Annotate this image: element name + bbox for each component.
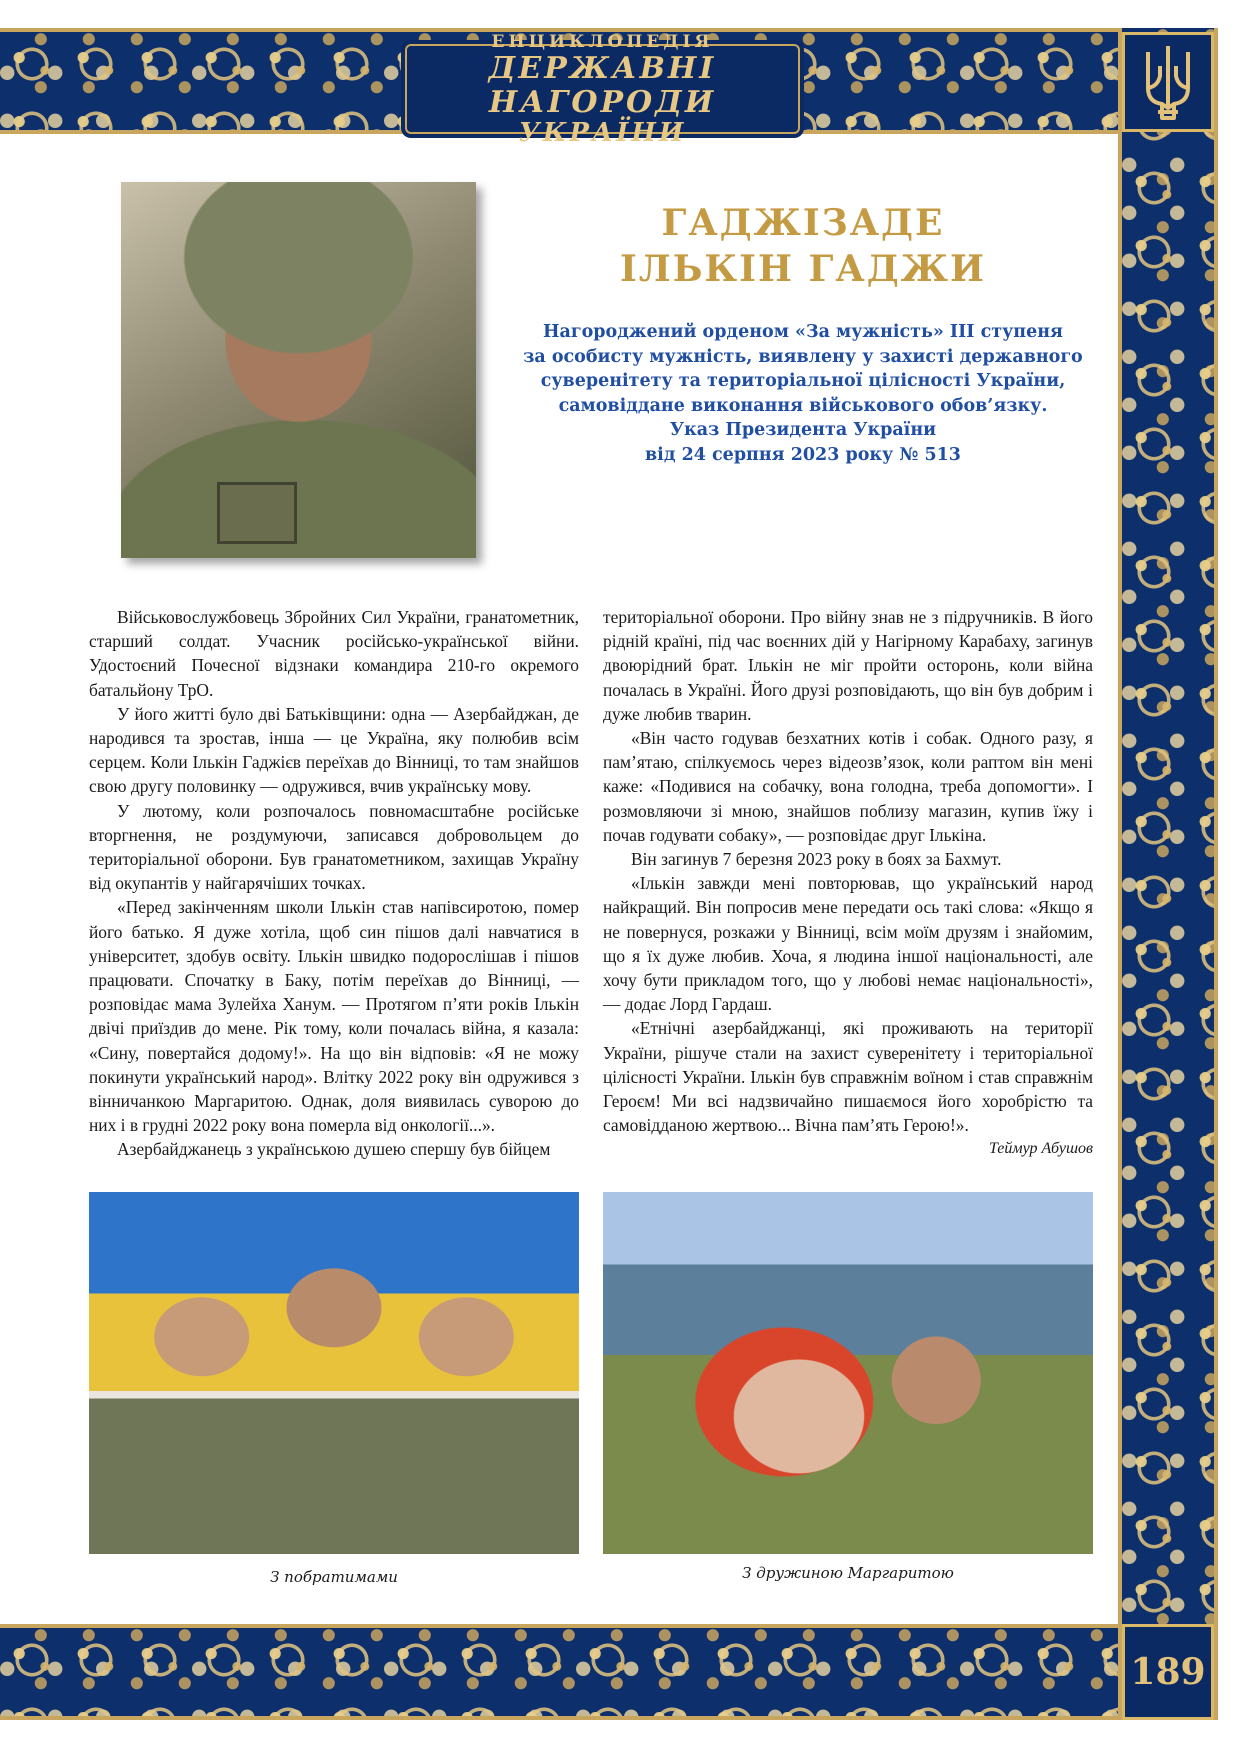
article-column-right bbox=[603, 605, 1093, 1162]
page-number: 189 bbox=[1122, 1624, 1214, 1720]
award-decree: Указ Президента України bbox=[669, 420, 937, 440]
title-surname: ГАДЖІЗАДЕ bbox=[661, 202, 945, 244]
title-name: ІЛЬКІН ГАДЖИ bbox=[620, 248, 986, 290]
article-column-left bbox=[89, 605, 579, 1162]
right-ornament-band bbox=[1118, 28, 1218, 1720]
award-statement bbox=[520, 320, 1086, 467]
page-title bbox=[540, 200, 1066, 292]
uniform-patch bbox=[217, 482, 297, 544]
award-line: самовіддане виконання військового обов’язку. bbox=[558, 395, 1048, 416]
award-line: Нагороджений орденом «За мужність» ІІІ ступеня bbox=[543, 322, 1063, 342]
header-line1: ДЕРЖАВНІ НАГОРОДИ bbox=[488, 51, 717, 120]
paragraph: У лютому, коли розпочалось повномасштабне російське вторгнення, не роздумуючи, записався добровольцем до територіальної оборони. Був гранатометником, захищав Україну від окупантів у найгарячіших точках. bbox=[89, 800, 579, 894]
header-encyclopedia: ЕНЦИКЛОПЕДІЯ bbox=[491, 32, 714, 52]
photo-with-comrades bbox=[89, 1192, 579, 1554]
photo-with-wife bbox=[603, 1192, 1093, 1554]
trident-icon bbox=[1140, 42, 1196, 122]
portrait-photo bbox=[121, 182, 476, 558]
encyclopedia-header bbox=[405, 32, 800, 148]
paragraph: «Ількін завжди мені повторював, що український народ найкращий. Він попросив мене передати ось такі слова: «Якщо я не повернуся, розкажи у Вінниці, всім моїм друзям і знайомим, що я їх дуже любив. Хоча, я людина іншої національності, але хочу бути прикладом того, що у любові немає національності», — додає Лорд Гардаш. bbox=[603, 873, 1093, 1015]
paragraph: «Він часто годував безхатних котів і собак. Одного разу, я пам’ятаю, спілкуємось через відеозв’язок, коли раптом він мені каже: «Подивися на собачку, вона голодна, треба допомогти». І розмовляючи зі мною, знайшов поблизу магазин, купив їжу і почав годувати собаку», — розповідає друг Ількіна. bbox=[603, 728, 1093, 845]
paragraph: Він загинув 7 березня 2023 року в боях за Бахмут. bbox=[631, 849, 1002, 870]
paragraph: Азербайджанець з українською душею спершу був бійцем bbox=[117, 1139, 551, 1160]
caption-comrades: З побратимами bbox=[270, 1568, 398, 1586]
paragraph: Військовослужбовець Збройних Сил України, гранатометник, старший солдат. Учасник російсько-української війни. Удостоєний Почесної відзнаки командира 210-го окремого батальйону ТрО. bbox=[89, 607, 579, 700]
award-date: від 24 серпня 2023 року № 513 bbox=[645, 444, 961, 465]
bottom-ornament-band bbox=[0, 1624, 1118, 1720]
award-line: за особисту мужність, виявлену у захисті державного bbox=[523, 346, 1083, 367]
crest-box bbox=[1122, 32, 1214, 132]
paragraph: територіальної оборони. Про війну знав не з підручників. В його рідній країні, під час воєнних дій у Нагірному Карабаху, загинув двоюрідний брат. Ількін не міг пройти осторонь, коли війна почалась в Україні. Його друзі розповідають, що він був добрим і дуже любив тварин. bbox=[603, 607, 1093, 724]
header-line2: УКРАЇНИ bbox=[518, 118, 687, 148]
award-line: суверенітету та територіальної цілісності України, bbox=[540, 371, 1066, 391]
article-author: Теймур Абушов bbox=[988, 1140, 1093, 1158]
paragraph: «Перед закінченням школи Ількін став напівсиротою, помер його батько. Я дуже хотіла, щоб син пішов далі навчатися в університет, здобув освіту. Ількін швидко подорослішав і пішов працювати. Спочатку в Баку, потім переїхав до Вінниці, — розповідає мама Зулейха Ханум. — Протягом п’яти років Ількін двічі приїздив до мене. Рік тому, коли почалась війна, я казала: «Сину, повертайся додому!». На що він відповів: «Я не можу покинути український народ». Влітку 2022 року він одружився з вінничанкою Маргаритою. Однак, доля виявилась суворою до них і в грудні 2022 року вона померла від онкології...». bbox=[89, 897, 579, 1136]
paragraph: У його житті було дві Батьківщини: одна — Азербайджан, де народився та зростав, інша — це Україна, яку полюбив всім серцем. Коли Ількін Гаджієв переїхав до Вінниці, то там знайшов свою другу половинку — одружився, вчив українську мову. bbox=[89, 703, 579, 797]
caption-wife: З дружиною Маргаритою bbox=[742, 1564, 954, 1582]
paragraph: «Етнічні азербайджанці, які проживають на території України, рішуче стали на захист суверенітету і територіальної цілісності України. Ількін був справжнім воїном і став справжнім Героєм! Ми всі надзвичайно пишаємося його хоробрістю та самовідданою жертвою... Вічна пам’ять Герою!». bbox=[603, 1018, 1093, 1136]
